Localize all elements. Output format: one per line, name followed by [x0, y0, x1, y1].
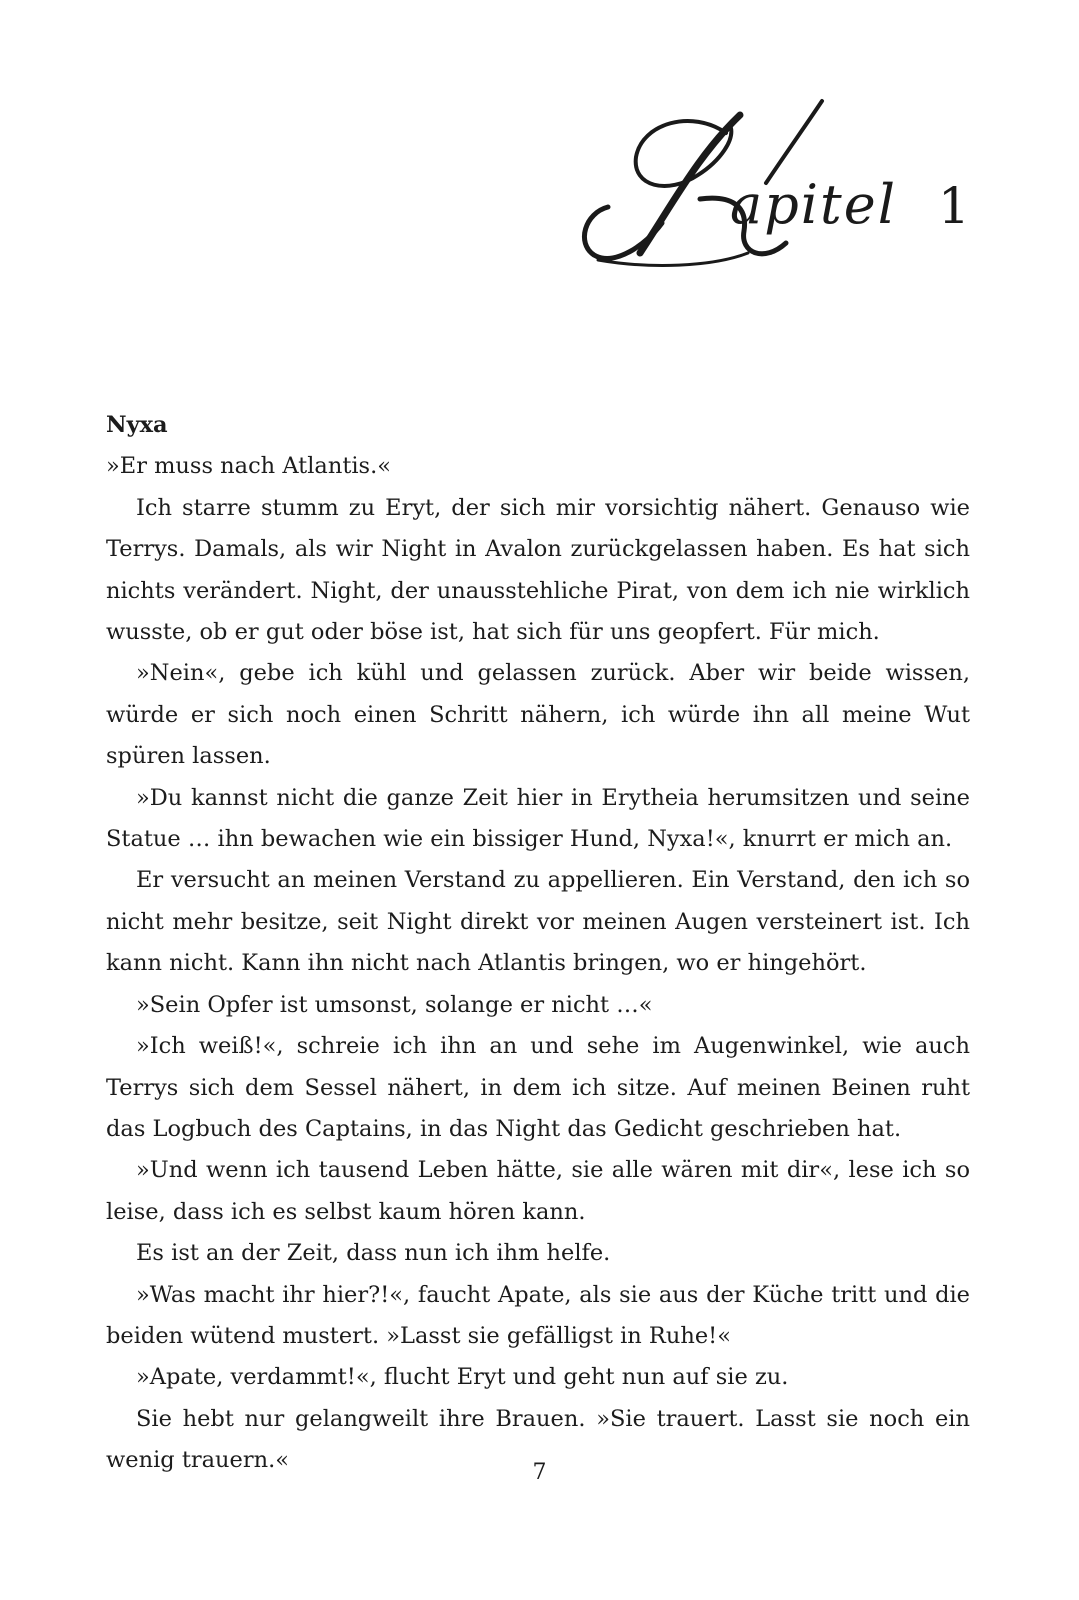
- paragraph: »Und wenn ich tausend Leben hätte, sie alle wären mit dir«, lese ich so leise, dass ich es selbst kaum hören kann.: [106, 1157, 970, 1225]
- paragraph: »Er muss nach Atlantis.«: [106, 453, 392, 480]
- section-speaker: Nyxa: [106, 412, 168, 438]
- paragraph: »Ich weiß!«, schreie ich ihn an und sehe im Augenwinkel, wie auch Terrys sich dem Sessel nähert, in dem ich sitze. Auf meinen Beinen ruht das Logbuch des Captains, in das Night das Gedicht geschrieben hat.: [106, 1033, 970, 1142]
- paragraph: Er versucht an meinen Verstand zu appellieren. Ein Verstand, den ich so nicht mehr besitze, seit Night direkt vor meinen Augen versteinert ist. Ich kann nicht. Kann ihn nicht nach Atlantis bringen, wo er hingehört.: [106, 867, 970, 977]
- chapter-body: [106, 405, 970, 1482]
- paragraph: »Apate, verdammt!«, flucht Eryt und geht nun auf sie zu.: [136, 1364, 789, 1391]
- chapter-word: apitel: [730, 173, 897, 236]
- paragraph: »Was macht ihr hier?!«, faucht Apate, als sie aus der Küche tritt und die beiden wütend mustert. »Lasst sie gefälligst in Ruhe!«: [106, 1281, 970, 1349]
- page-number: 7: [532, 1460, 547, 1485]
- paragraph: »Sein Opfer ist umsonst, solange er nicht …«: [136, 991, 653, 1018]
- paragraph: Sie hebt nur gelangweilt ihre Brauen. »Sie trauert. Lasst sie noch ein wenig trauern.«: [106, 1405, 970, 1474]
- chapter-heading: [580, 95, 1000, 275]
- paragraph: Ich starre stumm zu Eryt, der sich mir vorsichtig nähert. Genauso wie Terrys. Damals, als wir Night in Avalon zurückgelassen haben. Es hat sich nichts verändert. Night, der unausstehliche Pirat, von dem ich nie wirklich wusste, ob er gut oder böse ist, hat sich für uns geopfert. Für mich.: [106, 494, 970, 646]
- chapter-number: 1: [938, 177, 970, 235]
- paragraph: »Du kannst nicht die ganze Zeit hier in Erytheia herumsitzen und seine Statue … ihn bewachen wie ein bissiger Hund, Nyxa!«, knurrt er mich an.: [106, 784, 970, 853]
- paragraph: »Nein«, gebe ich kühl und gelassen zurück. Aber wir beide wissen, würde er sich noch einen Schritt nähern, ich würde ihn all meine Wut spüren lassen.: [106, 660, 970, 770]
- paragraph: Es ist an der Zeit, dass nun ich ihm helfe.: [136, 1240, 611, 1267]
- flourish-top-stroke: [766, 101, 822, 183]
- flourish-upper-loop: [636, 121, 732, 186]
